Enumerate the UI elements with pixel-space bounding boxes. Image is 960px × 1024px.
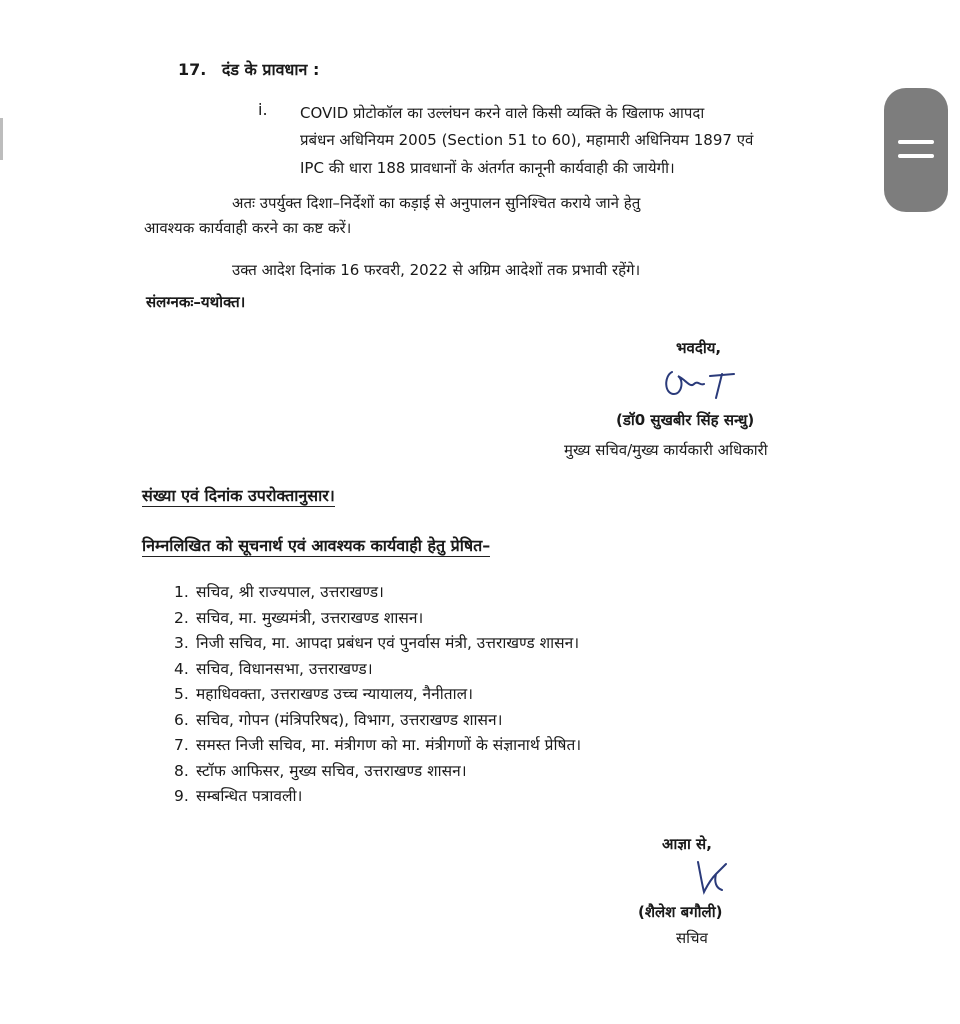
list-item [174,682,581,708]
forwarding-heading [142,534,490,556]
section-number: 17. [178,60,207,79]
list-item [174,657,581,683]
list-item-text: स्टॉफ आफिसर, मुख्य सचिव, उत्तराखण्ड शासन। [196,761,467,780]
list-item-text: निजी सचिव, मा. आपदा प्रबंधन एवं पुनर्वास मंत्री, उत्तराखण्ड शासन। [196,634,580,652]
list-item-number: 2. [174,608,189,627]
list-item-number: 8. [174,761,189,780]
item-marker: i. [258,100,268,119]
compliance-line-1: अतः उपर्युक्त दिशा–निर्देशों का कड़ाई से अनुपालन सुनिश्चित कराये जाने हेतु [232,194,641,212]
item-line-2: प्रबंधन अधिनियम 2005 (Section 51 to 60), महामारी अधिनियम 1897 एवं [300,131,754,149]
section-heading [178,58,319,80]
scroll-handle[interactable] [884,88,948,212]
signatory-1-name: (डॉ0 सुखबीर सिंह सन्धु) [616,411,755,429]
reference-text: संख्या एवं दिनांक उपरोक्तानुसार। [142,486,335,505]
scroll-handle-grip-bottom [898,154,934,158]
list-item [174,733,581,759]
list-item-number: 6. [174,710,189,729]
list-item [174,606,581,632]
item-line-1: COVID प्रोटोकॉल का उल्लंघन करने वाले किसी व्यक्ति के खिलाफ आपदा [300,104,705,122]
scroll-handle-grip-top [898,140,934,144]
signature-1-icon [660,366,744,402]
list-item-number: 7. [174,736,189,754]
by-order-line: आज्ञा से, [662,835,712,853]
list-item-text: सचिव, मा. मुख्यमंत्री, उत्तराखण्ड शासन। [196,608,424,627]
signatory-2-designation: सचिव [676,929,708,947]
recipient-list [174,580,581,810]
signature-2-icon [692,858,732,898]
list-item-number: 4. [174,659,189,678]
section-title: दंड के प्रावधान : [221,60,320,79]
list-item [174,784,581,810]
signatory-2-name: (शैलेश बगौली) [638,903,723,921]
effective-date-line: उक्त आदेश दिनांक 16 फरवरी, 2022 से अग्रिम आदेशों तक प्रभावी रहेंगे। [232,261,641,279]
list-item-number: 3. [174,634,189,652]
list-item-text: सचिव, विधानसभा, उत्तराखण्ड। [196,659,373,678]
list-item [174,580,581,606]
compliance-line-2: आवश्यक कार्यवाही करने का कष्ट करें। [144,219,352,237]
list-item [174,631,581,657]
list-item-text: सचिव, श्री राज्यपाल, उत्तराखण्ड। [196,583,384,601]
list-item-text: समस्त निजी सचिव, मा. मंत्रीगण को मा. मंत्रीगणों के संज्ञानार्थ प्रेषित। [196,736,582,754]
item-line-3: IPC की धारा 188 प्रावधानों के अंतर्गत कानूनी कार्यवाही की जायेगी। [300,159,675,177]
enclosure-line: संलग्नकः–यथोक्त। [146,293,246,311]
list-item [174,759,581,785]
list-item [174,708,581,734]
left-edge-mark [0,118,3,160]
list-item-number: 1. [174,583,189,601]
closing-salutation: भवदीय, [676,339,722,357]
forwarding-heading-text: निम्नलिखित को सूचनार्थ एवं आवश्यक कार्यवाही हेतु प्रेषित– [142,536,491,555]
reference-line [142,484,335,506]
list-item-text: महाधिवक्ता, उत्तराखण्ड उच्च न्यायालय, नैनीताल। [196,685,474,703]
list-item-text: सम्बन्धित पत्रावली। [196,787,303,805]
list-item-text: सचिव, गोपन (मंत्रिपरिषद), विभाग, उत्तराखण्ड शासन। [196,710,503,729]
signatory-1-designation: मुख्य सचिव/मुख्य कार्यकारी अधिकारी [564,441,768,459]
list-item-number: 9. [174,787,189,805]
list-item-number: 5. [174,685,189,703]
